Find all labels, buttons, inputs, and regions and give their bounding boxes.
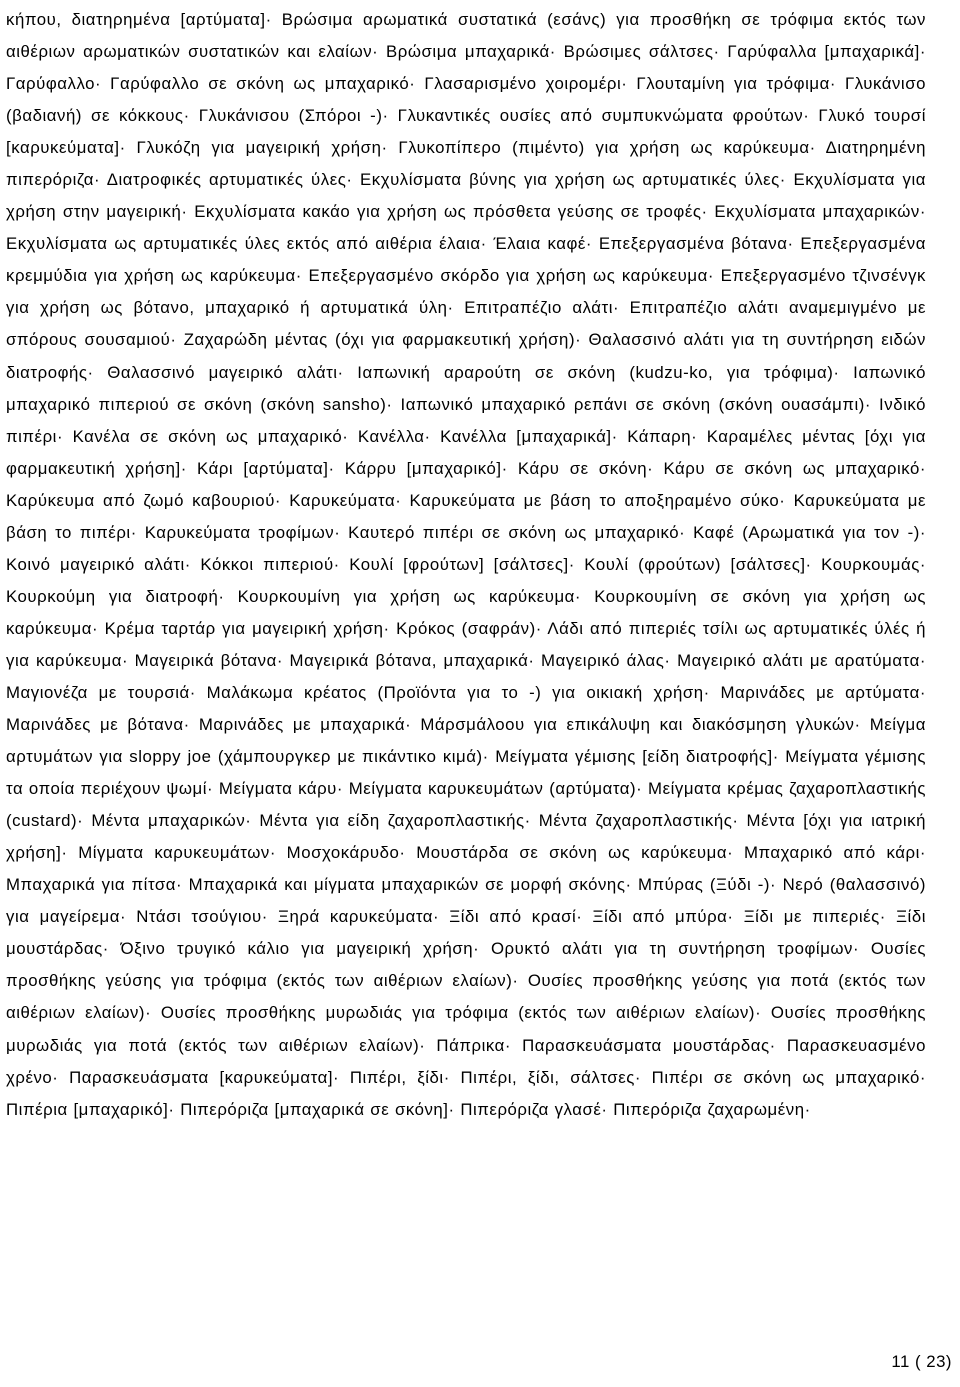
page-number: 11 ( 23) [891, 1352, 952, 1371]
body-text: κήπου, διατηρημένα [αρτύματα]· Βρώσιμα αρωματικά συστατικά (εσάνς) για προσθήκη σε τρόφιμα εκτός των αιθέριων αρωματικών συστατικών και ελαίων· Βρώσιμα μπαχαρικά· Βρώσιμες σάλτσες· Γαρύφαλλα [μπαχαρικά]· Γαρύφαλλο· Γαρύφαλλο σε σκόνη ως μπαχαρικό· Γλασαρισμένο χοιρομέρι· Γλουταμίνη για τρόφιμα· Γλυκάνισο (βαδιανή) σε κόκκους· Γλυκάνισου (Σπόροι -)· Γλυκαντικές ουσίες από συμπυκνώματα φρούτων· Γλυκό τουρσί [καρυκεύματα]· Γλυκόζη για μαγειρική χρήση· Γλυκοπίπερο (πιμέντο) για χρήση ως καρύκευμα· Διατηρημένη πιπερόριζα· Διατροφικές αρτυματικές ύλες· Εκχυλίσματα βύνης για χρήση ως αρτυματικές ύλες· Εκχυλίσματα για χρήση στην μαγειρική· Εκχυλίσματα κακάο για χρήση ως πρόσθετα γεύσης σε τροφές· Εκχυλίσματα μπαχαρικών· Εκχυλίσματα ως αρτυματικές ύλες εκτός από αιθέρια έλαια· Έλαια καφέ· Επεξεργασμένα βότανα· Επεξεργασμένα κρεμμύδια για χρήση ως καρύκευμα· Επεξεργασμένο σκόρδο για χρήση ως καρύκευμα· Επεξεργασμένο τζινσένγκ για χρήση ως βότανο, μπαχαρικό ή αρτυματικά ύλη· Επιτραπέζιο αλάτι· Επιτραπέζιο αλάτι αναμεμιγμένο με σπόρους σουσαμιού· Ζαχαρώδη μέντας (όχι για φαρμακευτική χρήση)· Θαλασσινό αλάτι για τη συντήρηση ειδών διατροφής· Θαλασσινό μαγειρικό αλάτι· Ιαπωνική αραρούτη σε σκόνη (kudzu-ko, για τρόφιμα)· Ιαπωνικό μπαχαρικό πιπεριού σε σκόνη (σκόνη sansho)· Ιαπωνικό μπαχαρικό ρεπάνι σε σκόνη (σκόνη ουασάμπι)· Ινδικό πιπέρι· Κανέλα σε σκόνη ως μπαχαρικό· Κανέλλα· Κανέλλα [μπαχαρικά]· Κάπαρη· Καραμέλες μέντας [όχι για φαρμακευτική χρήση]· Κάρι [αρτύματα]· Κάρρυ [μπαχαρικό]· Κάρυ σε σκόνη· Κάρυ σε σκόνη ως μπαχαρικό· Καρύκευμα από ζωμό καβουριού· Καρυκεύματα· Καρυκεύματα με βάση το αποξηραμένο σύκο· Καρυκεύματα με βάση το πιπέρι· Καρυκεύματα τροφίμων· Καυτερό πιπέρι σε σκόνη ως μπαχαρικό· Καφέ (Αρωματικά για τον -)· Κοινό μαγειρικό αλάτι· Κόκκοι πιπεριού· Κουλί [φρούτων] [σάλτσες]· Κουλί (φρούτων) [σάλτσες]· Κουρκουμάς· Κουρκούμη για διατροφή· Κουρκουμίνη για χρήση ως καρύκευμα· Κουρκουμίνη σε σκόνη για χρήση ως καρύκευμα· Κρέμα ταρτάρ για μαγειρική χρήση· Κρόκος (σαφράν)· Λάδι από πιπεριές τσίλι ως αρτυματικές ύλές ή για καρύκευμα· Μαγειρικά βότανα· Μαγειρικά βότανα, μπαχαρικά· Μαγειρικό άλας· Μαγειρικό αλάτι με αρατύματα· Μαγιονέζα με τουρσιά· Μαλάκωμα κρέατος (Προϊόντα για το -) για οικιακή χρήση· Μαρινάδες με αρτύματα· Μαρινάδες με βότανα· Μαρινάδες με μπαχαρικά· Μάρσμάλοου για επικάλυψη και διακόσμηση γλυκών· Μείγμα αρτυμάτων για sloppy joe (χάμπουργκερ με πικάντικο κιμά)· Μείγματα γέμισης [είδη διατροφής]· Μείγματα γέμισης τα οποία περιέχουν ψωμί· Μείγματα κάρυ· Μείγματα καρυκευμάτων (αρτύματα)· Μείγματα κρέμας ζαχαροπλαστικής (custard)· Μέντα μπαχαρικών· Μέντα για είδη ζαχαροπλαστικής· Μέντα ζαχαροπλαστικής· Μέντα [όχι για ιατρική χρήση]· Μίγματα καρυκευμάτων· Μοσχοκάρυδο· Μουστάρδα σε σκόνη ως καρύκευμα· Μπαχαρικό από κάρι· Μπαχαρικά για πίτσα· Μπαχαρικά και μίγματα μπαχαρικών σε μορφή σκόνης· Μπύρας (Ξύδι -)· Νερό (θαλασσινό) για μαγείρεμα· Ντάσι τσούγιου· Ξηρά καρυκεύματα· Ξίδι από κρασί· Ξίδι από μπύρα· Ξίδι με πιπεριές· Ξίδι μουστάρδας· Όξινο τρυγικό κάλιο για μαγειρική χρήση· Ορυκτό αλάτι για τη συντήρηση τροφίμων· Ουσίες προσθήκης γεύσης για τρόφιμα (εκτός των αιθέριων ελαίων)· Ουσίες προσθήκης γεύσης για ποτά (εκτός των αιθέριων ελαίων)· Ουσίες προσθήκης μυρωδιάς για τρόφιμα (εκτός των αιθέριων ελαίων)· Ουσίες προσθήκης μυρωδιάς για ποτά (εκτός των αιθέριων ελαίων)· Πάπρικα· Παρασκευάσματα μουστάρδας· Παρασκευασμένο χρένο· Παρασκευάσματα [καρυκεύματα]· Πιπέρι, ξίδι· Πιπέρι, ξίδι, σάλτσες· Πιπέρι σε σκόνη ως μπαχαρικό· Πιπέρια [μπαχαρικό]· Πιπερόριζα [μπαχαρικά σε σκόνη]· Πιπερόριζα γλασέ· Πιπερόριζα ζαχαρωμένη· [6, 10, 926, 1119]
